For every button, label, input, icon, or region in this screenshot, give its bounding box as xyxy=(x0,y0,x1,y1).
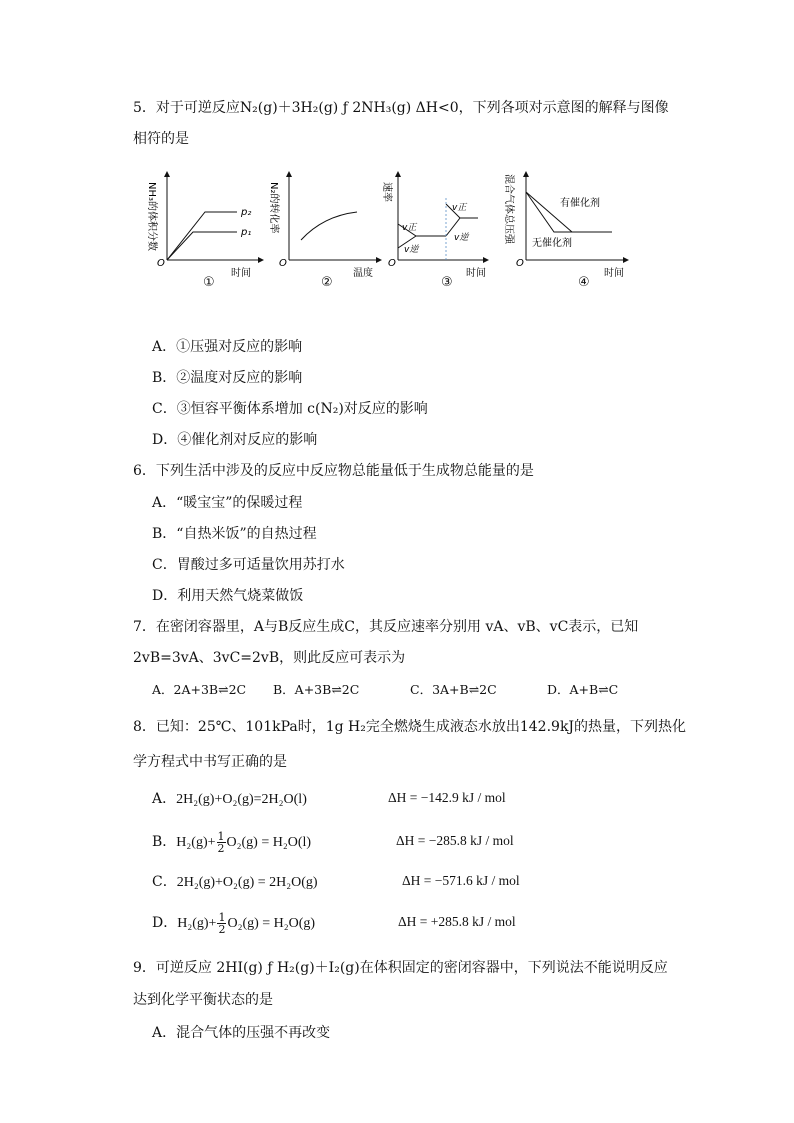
q5-option-a[interactable]: A．①压强对反应的影响 xyxy=(152,339,303,355)
q8-option-b-eq-part2: O₂(g) = H₂O(l) xyxy=(226,835,312,850)
fig3-origin: O xyxy=(388,258,396,269)
q8-option-b[interactable] xyxy=(152,830,311,855)
q7-option-a[interactable]: A．2A+3B⇌2C xyxy=(152,682,247,697)
fig3-label-vzheng1: v正 xyxy=(402,223,417,233)
q5-stem-line1: 5．对于可逆反应N₂(g)＋3H₂(g) ƒ 2NH₃(g) ΔH<0，下列各项对示意图的解释与图像 xyxy=(133,100,669,116)
fig3-label-vzheng2: v正 xyxy=(452,203,467,213)
q8-option-a-equation: 2H₂(g)+O₂(g)=2H₂O(l) xyxy=(176,792,307,807)
fig2-xlabel: 温度 xyxy=(353,268,373,279)
q8-option-d-frac-num: 1 xyxy=(218,910,226,924)
fig4-xlabel: 时间 xyxy=(604,268,624,279)
q8-option-d-label: D． xyxy=(152,915,178,931)
q9-stem-line1: 9．可逆反应 2HI(g) ƒ H₂(g)＋I₂(g)在体积固定的密闭容器中，下列说法不能说明反应 xyxy=(133,960,668,976)
fig2-curve xyxy=(301,212,357,240)
fig2-origin: O xyxy=(279,258,287,269)
q8-option-a[interactable] xyxy=(152,790,307,809)
fig4-ylabel: 混合气体总压强 xyxy=(503,174,514,244)
q8-option-c-label: C． xyxy=(152,874,177,890)
fig1-label-p2: p₂ xyxy=(241,207,252,218)
q8-option-b-label: B． xyxy=(152,834,177,850)
q7-option-d[interactable]: D．A+B⇌C xyxy=(547,682,619,697)
q8-option-c-enthalpy: ΔH = −571.6 kJ / mol xyxy=(402,873,520,888)
q8-option-d-eq-part1: H₂(g)+ xyxy=(177,916,217,931)
q8-option-d-fraction xyxy=(217,912,226,935)
q6-option-a[interactable]: A．“暖宝宝”的保暖过程 xyxy=(152,495,303,511)
q8-stem-line2: 学方程式中书写正确的是 xyxy=(133,754,287,770)
q6-option-c[interactable]: C．胃酸过多可适量饮用苏打水 xyxy=(152,557,345,573)
q7-stem-line2: 2vB=3vA、3vC=2vB，则此反应可表示为 xyxy=(133,650,406,666)
q8-option-d-eq-part2: O₂(g) = H₂O(g) xyxy=(227,916,316,931)
q8-option-b-enthalpy: ΔH = −285.8 kJ / mol xyxy=(396,833,514,848)
fig3-xlabel: 时间 xyxy=(466,268,486,279)
fig3-ylabel: 速率 xyxy=(381,182,392,202)
q5-option-b[interactable]: B．②温度对反应的影响 xyxy=(152,370,303,386)
q8-option-b-eq-part1: H₂(g)+ xyxy=(176,835,216,850)
q8-option-d[interactable] xyxy=(152,911,315,936)
figure-3-graph xyxy=(380,168,492,280)
fig4-label-cat: 有催化剂 xyxy=(560,198,600,209)
figure-2-graph xyxy=(265,168,385,280)
q8-option-b-frac-den: 2 xyxy=(217,841,225,855)
fig2-caption: ② xyxy=(321,275,333,290)
q7-option-c[interactable]: C．3A+B⇌2C xyxy=(410,682,497,697)
fig3-label-vni1: v逆 xyxy=(404,245,419,255)
fig1-curve-p2 xyxy=(167,212,237,260)
q5-stem-line2: 相符的是 xyxy=(133,131,189,147)
fig1-ylabel: NH₃的体积分数 xyxy=(146,182,157,252)
fig1-caption: ① xyxy=(203,275,215,290)
fig1-origin: O xyxy=(157,258,165,269)
q8-option-a-enthalpy: ΔH = −142.9 kJ / mol xyxy=(388,790,506,805)
q5-option-d[interactable]: D．④催化剂对反应的影响 xyxy=(152,432,318,448)
q8-stem-line1: 8．已知：25℃、101kPa时，1g H₂完全燃烧生成液态水放出142.9kJ的热量，下列热化 xyxy=(133,719,687,735)
q8-option-b-frac-num: 1 xyxy=(217,829,225,843)
fig1-xlabel: 时间 xyxy=(231,268,251,279)
fig3-caption: ③ xyxy=(441,275,453,290)
figure-4-graph xyxy=(502,168,632,280)
q8-option-a-label: A． xyxy=(152,791,177,807)
q8-option-d-enthalpy: ΔH = +285.8 kJ / mol xyxy=(398,914,516,929)
fig1-label-p1: p₁ xyxy=(241,227,252,238)
fig2-ylabel: N₂的转化率 xyxy=(268,182,279,234)
figure-1-graph xyxy=(145,168,270,280)
q6-option-b[interactable]: B．“自热米饭”的自热过程 xyxy=(152,526,317,542)
q6-stem: 6．下列生活中涉及的反应中反应物总能量低于生成物总能量的是 xyxy=(133,463,534,479)
q8-option-c-equation: 2H₂(g)+O₂(g) = 2H₂O(g) xyxy=(176,875,318,890)
q8-option-d-frac-den: 2 xyxy=(218,922,226,936)
q6-option-d[interactable]: D．利用天然气烧菜做饭 xyxy=(152,588,304,604)
q5-option-c[interactable]: C．③恒容平衡体系增加 c(N₂)对反应的影响 xyxy=(152,401,428,417)
q9-stem-line2: 达到化学平衡状态的是 xyxy=(133,992,273,1008)
q8-option-b-fraction xyxy=(217,831,226,854)
q7-option-b[interactable]: B．A+3B⇌2C xyxy=(273,682,360,697)
q9-option-a[interactable]: A．混合气体的压强不再改变 xyxy=(152,1025,331,1041)
q7-stem-line1: 7．在密闭容器里，A与B反应生成C，其反应速率分别用 vA、vB、vC表示，已知 xyxy=(133,619,639,635)
fig3-label-vni2: v逆 xyxy=(454,233,469,243)
fig4-caption: ④ xyxy=(578,275,590,290)
q8-option-c[interactable] xyxy=(152,873,318,892)
fig4-origin: O xyxy=(516,258,524,269)
fig4-label-nocat: 无催化剂 xyxy=(532,238,572,249)
